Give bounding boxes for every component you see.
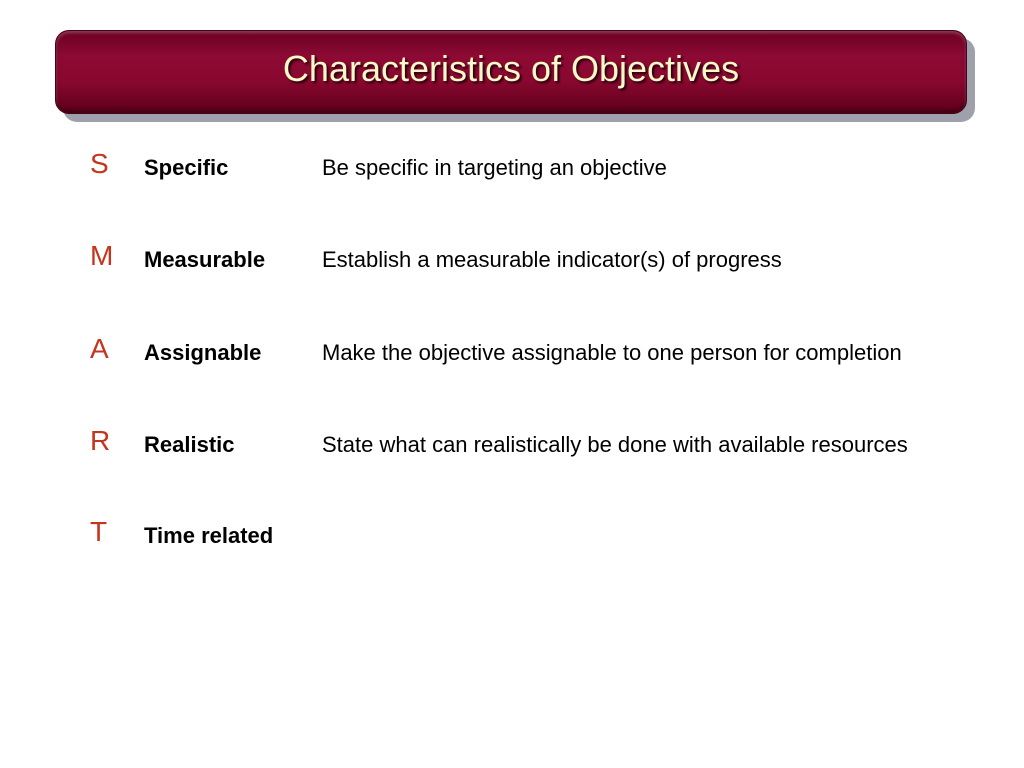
row-letter: A (90, 333, 109, 364)
row-term: Assignable (144, 340, 262, 365)
row-term: Realistic (144, 432, 235, 457)
row-term: Time related (144, 523, 274, 548)
row-description: Establish a measurable indicator(s) of progress (322, 247, 782, 272)
slide-title: Characteristics of Objectives (282, 48, 740, 89)
row-description: State what can realistically be done with available resources (322, 432, 908, 457)
row-term: Specific (144, 155, 229, 180)
row-letter: M (90, 240, 114, 271)
row-term: Measurable (144, 247, 266, 272)
row-description: Be specific in targeting an objective (322, 155, 667, 180)
row-letter: T (90, 516, 108, 547)
row-letter: R (90, 425, 111, 456)
row-letter: S (90, 148, 109, 179)
row-description: Make the objective assignable to one person for completion (322, 340, 902, 365)
